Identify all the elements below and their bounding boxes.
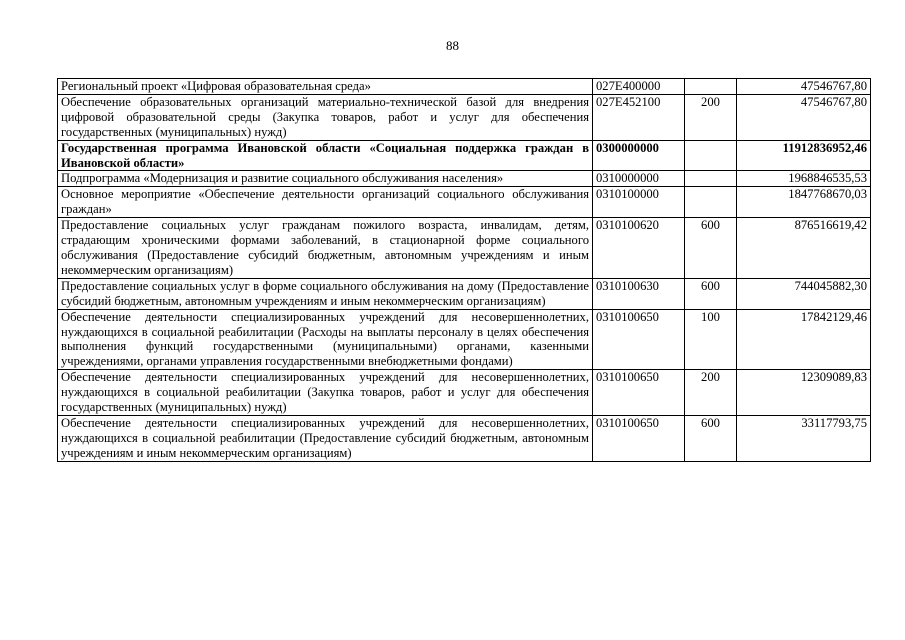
row-type-cell bbox=[685, 171, 737, 187]
row-code-cell: 0310000000 bbox=[593, 171, 685, 187]
row-name-cell: Региональный проект «Цифровая образовательная среда» bbox=[58, 79, 593, 95]
row-name-cell: Предоставление социальных услуг гражданам пожилого возраста, инвалидам, детям, страдающим хроническими формами заболеваний, в стационарной форме социального обслуживания (Предоставление субсидий бюджетным, автономным учреждениям и иным некоммерческим организациям) bbox=[58, 218, 593, 279]
row-code-cell: 0310100630 bbox=[593, 278, 685, 309]
row-type-cell: 100 bbox=[685, 309, 737, 370]
row-amount-cell: 33117793,75 bbox=[737, 415, 871, 461]
row-type-cell bbox=[685, 187, 737, 218]
page-number: 88 bbox=[446, 38, 459, 53]
row-type-cell bbox=[685, 79, 737, 95]
row-code-cell: 0310100000 bbox=[593, 187, 685, 218]
row-name-cell: Предоставление социальных услуг в форме социального обслуживания на дому (Предоставление субсидий бюджетным, автономным учреждениям и иным некоммерческим организациям) bbox=[58, 278, 593, 309]
table-row bbox=[58, 94, 871, 140]
row-amount-cell: 47546767,80 bbox=[737, 79, 871, 95]
row-name-cell: Обеспечение образовательных организаций материально-технической базой для внедрения цифровой образовательной среды (Закупка товаров, работ и услуг для обеспечения государственных (муниципальных) нужд) bbox=[58, 94, 593, 140]
row-amount-cell: 17842129,46 bbox=[737, 309, 871, 370]
row-code-cell: 027E400000 bbox=[593, 79, 685, 95]
row-amount-cell: 744045882,30 bbox=[737, 278, 871, 309]
table-row bbox=[58, 278, 871, 309]
row-type-cell: 600 bbox=[685, 218, 737, 279]
table-row bbox=[58, 140, 871, 171]
row-amount-cell: 12309089,83 bbox=[737, 370, 871, 416]
row-name-cell: Обеспечение деятельности специализированных учреждений для несовершеннолетних, нуждающихся в социальной реабилитации (Расходы на выплаты персоналу в целях обеспечения выполнения функций государственными (муниципальными) органами, казенными учреждениями, органами управления государственными внебюджетными фондами) bbox=[58, 309, 593, 370]
row-amount-cell: 1847768670,03 bbox=[737, 187, 871, 218]
row-code-cell: 0310100620 bbox=[593, 218, 685, 279]
row-name-cell: Подпрограмма «Модернизация и развитие социального обслуживания населения» bbox=[58, 171, 593, 187]
row-code-cell: 0310100650 bbox=[593, 415, 685, 461]
table-row bbox=[58, 415, 871, 461]
row-amount-cell: 11912836952,46 bbox=[737, 140, 871, 171]
table-row bbox=[58, 171, 871, 187]
table-row bbox=[58, 309, 871, 370]
table-row bbox=[58, 79, 871, 95]
row-type-cell: 600 bbox=[685, 278, 737, 309]
row-code-cell: 0300000000 bbox=[593, 140, 685, 171]
row-amount-cell: 1968846535,53 bbox=[737, 171, 871, 187]
row-type-cell: 200 bbox=[685, 94, 737, 140]
table-row bbox=[58, 187, 871, 218]
table-row bbox=[58, 218, 871, 279]
budget-table-body bbox=[58, 79, 871, 462]
row-name-cell: Основное мероприятие «Обеспечение деятельности организаций социального обслуживания граждан» bbox=[58, 187, 593, 218]
row-type-cell: 200 bbox=[685, 370, 737, 416]
row-name-cell: Обеспечение деятельности специализированных учреждений для несовершеннолетних, нуждающихся в социальной реабилитации (Предоставление субсидий бюджетным, автономным учреждениям и иным некоммерческим организациям) bbox=[58, 415, 593, 461]
row-amount-cell: 876516619,42 bbox=[737, 218, 871, 279]
row-name-cell: Государственная программа Ивановской области «Социальная поддержка граждан в Ивановской области» bbox=[58, 140, 593, 171]
budget-table bbox=[57, 78, 871, 462]
row-code-cell: 0310100650 bbox=[593, 370, 685, 416]
row-amount-cell: 47546767,80 bbox=[737, 94, 871, 140]
row-name-cell: Обеспечение деятельности специализированных учреждений для несовершеннолетних, нуждающихся в социальной реабилитации (Закупка товаров, работ и услуг для обеспечения государственных (муниципальных) нужд) bbox=[58, 370, 593, 416]
row-code-cell: 027E452100 bbox=[593, 94, 685, 140]
row-type-cell: 600 bbox=[685, 415, 737, 461]
row-code-cell: 0310100650 bbox=[593, 309, 685, 370]
table-row bbox=[58, 370, 871, 416]
row-type-cell bbox=[685, 140, 737, 171]
